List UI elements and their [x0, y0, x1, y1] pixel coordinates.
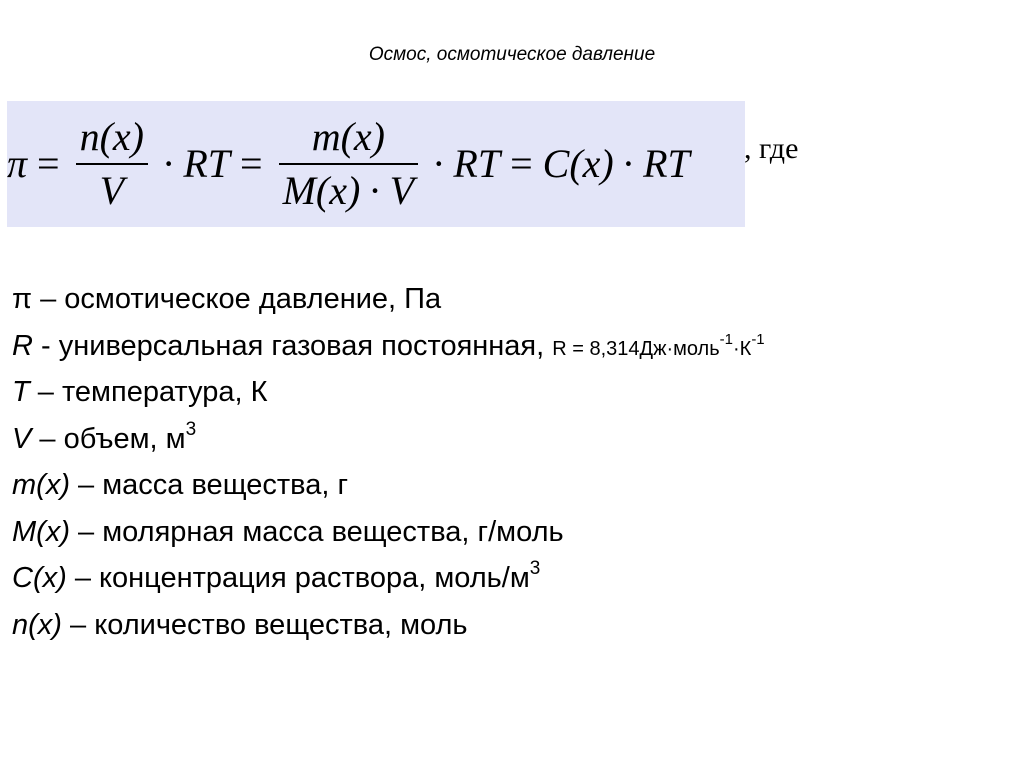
formula-pi: π: [7, 141, 28, 186]
definition-symbol: M(x): [12, 515, 70, 548]
formula-where-text: , где: [744, 132, 799, 165]
formula-equals-1: =: [37, 141, 60, 186]
fraction-1-numerator: n(x): [79, 114, 145, 159]
definition-symbol: m(x): [12, 469, 70, 501]
definition-symbol: C(x): [12, 562, 67, 594]
formula-dot-1: ·: [162, 141, 176, 186]
fraction-2-denominator-molar-mass: M(x): [282, 168, 361, 213]
gas-constant-exponent-1: -1: [719, 330, 733, 348]
formula-rt-2: RT: [453, 141, 501, 186]
formula-rt-3: RT: [643, 141, 690, 186]
definition-symbol: R: [12, 329, 33, 362]
slide-title: Осмос, осмотическое давление: [368, 44, 656, 65]
definition-mass: [12, 462, 765, 509]
definition-molar-mass: [12, 509, 765, 556]
fraction-1-denominator: V: [99, 168, 125, 213]
definition-symbol: T: [12, 376, 30, 408]
fraction-2-denominator-volume: V: [389, 168, 415, 213]
definition-text: - универсальная газовая постоянная,: [32, 329, 553, 362]
formula-dot-2: ·: [432, 141, 446, 186]
fraction-n-over-v: [76, 114, 148, 213]
fraction-2-denominator-dot: ·: [368, 168, 382, 213]
definition-text: – температура, К: [29, 376, 268, 408]
formula-rt-1: RT: [183, 141, 231, 186]
definition-symbol: V: [12, 422, 32, 455]
unit-exponent: 3: [185, 418, 197, 440]
gas-constant-exponent-2: -1: [751, 330, 765, 348]
gas-constant-kelvin: ·К: [733, 337, 752, 360]
definition-text: – количество вещества, моль: [61, 608, 468, 641]
fraction-2-numerator: m(x): [311, 114, 385, 159]
fraction-m-over-mv: [279, 114, 418, 213]
definitions-list: [12, 276, 765, 648]
definition-text: – осмотическое давление, Па: [32, 283, 442, 315]
definition-text: – масса вещества, г: [69, 469, 349, 501]
definition-v: [12, 416, 765, 463]
definition-r: [12, 323, 765, 370]
definition-amount: [12, 602, 765, 649]
definition-pi: [12, 276, 765, 323]
definition-text: – объем, м: [31, 422, 186, 455]
gas-constant-number: R = 8,314Дж·моль: [552, 337, 720, 360]
definition-concentration: [12, 555, 765, 602]
unit-exponent: 3: [529, 558, 541, 579]
formula-concentration: C(x): [542, 141, 614, 186]
definition-text: – молярная масса вещества, г/моль: [69, 515, 564, 548]
formula-box: [7, 101, 745, 227]
gas-constant-value: [552, 330, 765, 360]
formula-equals-3: =: [510, 141, 533, 186]
definition-symbol: π: [12, 283, 33, 315]
definition-text: – концентрация раствора, моль/м: [66, 562, 530, 594]
formula-dot-3: ·: [621, 141, 636, 186]
definition-t: [12, 369, 765, 416]
formula-equals-2: =: [240, 141, 263, 186]
fraction-2-denominator: [279, 165, 418, 211]
osmotic-pressure-formula: [7, 101, 690, 227]
definition-symbol: n(x): [12, 608, 62, 641]
